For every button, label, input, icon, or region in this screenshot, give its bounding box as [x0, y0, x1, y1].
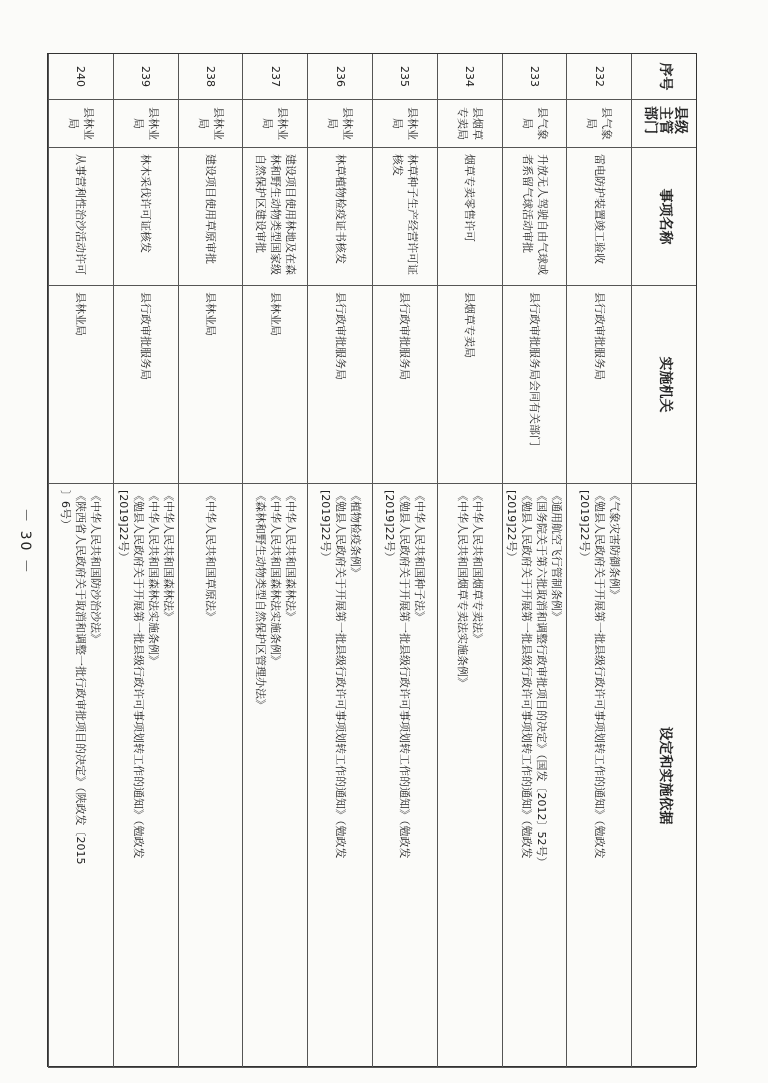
row-agency: 县烟草专卖局: [437, 286, 502, 484]
row-basis: [502, 484, 567, 1068]
items-table: [47, 53, 697, 1067]
row-item: 建设项目使用草原审批: [178, 148, 243, 286]
row-department: 县林业局: [113, 100, 178, 148]
basis-line: 《中华人民共和国草原法》: [204, 490, 218, 622]
row-agency: 县林业局: [178, 286, 243, 484]
row-department: 县气象局: [502, 100, 567, 148]
row-basis: [242, 484, 307, 1068]
row-agency: 县行政审批服务局会同有关部门: [502, 286, 567, 484]
row-basis: [178, 484, 243, 1068]
basis-line: 〕6号）: [59, 490, 73, 530]
basis-line: 《中华人民共和国森林法实施条例》: [268, 490, 282, 666]
row-seq: 233: [502, 54, 567, 100]
basis-line: 《通用航空飞行管制条例》: [550, 490, 564, 622]
basis-line: 《森林和野生动物类型自然保护区管理办法》: [253, 490, 267, 710]
row-department: 县林业局: [48, 100, 113, 148]
row-item: 升放无人驾驶自由气球或者系留气球活动审批: [502, 148, 567, 286]
row-agency: 县林业局: [48, 286, 113, 484]
row-seq: 237: [242, 54, 307, 100]
row-item: 烟草专卖零售许可: [437, 148, 502, 286]
row-department: 县林业局: [372, 100, 437, 148]
row-seq: 239: [113, 54, 178, 100]
row-basis: [566, 484, 631, 1068]
basis-line: [2019]22号）: [383, 490, 397, 563]
basis-line: 《中华人民共和国烟草专卖法实施条例》: [455, 490, 469, 688]
row-department: 县林业局: [307, 100, 372, 148]
row-seq: 234: [437, 54, 502, 100]
basis-line: [2019]22号）: [577, 490, 591, 563]
row-basis: [307, 484, 372, 1068]
basis-line: [2019]22号）: [116, 490, 130, 563]
basis-line: 《中华人民共和国防沙治沙法》: [89, 490, 103, 644]
row-agency: 县行政审批服务局: [113, 286, 178, 484]
basis-line: 《气象灾害防御条例》: [607, 490, 621, 600]
row-department: 县烟草专卖局: [437, 100, 502, 148]
row-item: 林草种子生产经营许可证核发: [372, 148, 437, 286]
header-item: 事项名称: [631, 148, 696, 286]
header-seq: 序号: [631, 54, 696, 100]
row-department: 县林业局: [178, 100, 243, 148]
basis-line: 《中华人民共和国烟草专卖法》: [470, 490, 484, 644]
row-seq: 235: [372, 54, 437, 100]
header-agency: 实施机关: [631, 286, 696, 484]
row-item: 雷电防护装置竣工验收: [566, 148, 631, 286]
row-item: 从事营利性治沙活动许可: [48, 148, 113, 286]
row-item: 林草植物检疫证书核发: [307, 148, 372, 286]
row-seq: 236: [307, 54, 372, 100]
basis-line: 《中华人民共和国森林法》: [283, 490, 297, 622]
row-basis: [437, 484, 502, 1068]
basis-line: 《植物检疫条例》: [348, 490, 362, 578]
row-basis: [113, 484, 178, 1068]
basis-line: 《中华人民共和国种子法》: [413, 490, 427, 622]
row-agency: 县行政审批服务局: [307, 286, 372, 484]
row-seq: 232: [566, 54, 631, 100]
row-agency: 县林业局: [242, 286, 307, 484]
basis-line: 《勉县人民政府关于开展第一批县级行政许可事项划转工作的通知》（勉政发: [592, 490, 606, 859]
basis-line: 《勉县人民政府关于开展第一批县级行政许可事项划转工作的通知》（勉政发: [333, 490, 347, 859]
basis-line: 《国务院关于第六批取消和调整行政审批项目的决定》（国发〔2012〕52号）: [535, 490, 549, 868]
row-item: 林木采伐许可证核发: [113, 148, 178, 286]
row-seq: 240: [48, 54, 113, 100]
basis-line: [2019]22号）: [318, 490, 332, 563]
basis-line: 《勉县人民政府关于开展第一批县级行政许可事项划转工作的通知》（勉政发: [131, 490, 145, 859]
row-department: 县林业局: [242, 100, 307, 148]
row-seq: 238: [178, 54, 243, 100]
basis-line: 《勉县人民政府关于开展第一批县级行政许可事项划转工作的通知》（勉政发: [398, 490, 412, 859]
row-agency: 县行政审批服务局: [566, 286, 631, 484]
header-department: 县级主管部门: [631, 100, 696, 148]
basis-line: 《勉县人民政府关于开展第一批县级行政许可事项划转工作的通知》（勉政发: [520, 490, 534, 859]
basis-line: 《陕西省人民政府关于取消和调整一批行政审批项目的决定》（陕政发〔2015: [74, 490, 88, 865]
row-department: 县气象局: [566, 100, 631, 148]
basis-line: 《中华人民共和国森林法实施条例》: [146, 490, 160, 666]
row-item: 建设项目使用林地及在森林和野生动物类型国家级自然保护区建设审批: [242, 148, 307, 286]
row-agency: 县行政审批服务局: [372, 286, 437, 484]
basis-line: [2019]22号）: [505, 490, 519, 563]
row-basis: [372, 484, 437, 1068]
page-number: － 30 －: [17, 508, 33, 575]
header-basis: 设定和实施依据: [631, 484, 696, 1068]
basis-line: 《中华人民共和国森林法》: [161, 490, 175, 622]
row-basis: [48, 484, 113, 1068]
